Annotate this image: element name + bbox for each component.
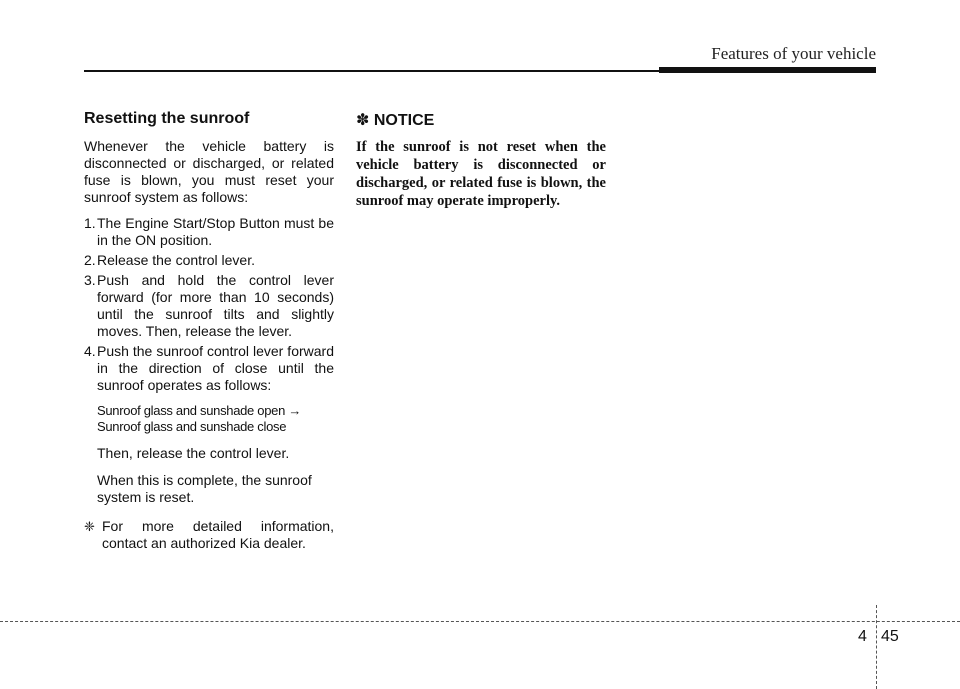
list-text: Push the sunroof control lever forward in the direction of close until the sunroof operates as follows: — [97, 343, 334, 393]
section-header-title: Features of your vehicle — [711, 44, 876, 63]
header-rule-accent — [659, 67, 876, 73]
notice-body: If the sunroof is not reset when the vehicle battery is disconnected or discharged, or related fuse is blown, the sunroof may operate improperly. — [356, 139, 606, 209]
list-number: 4. — [84, 343, 96, 359]
footer-page-separator — [876, 605, 877, 689]
list-item — [84, 252, 334, 269]
header-rule — [84, 70, 659, 72]
list-number: 3. — [84, 272, 96, 288]
dealer-note — [84, 518, 334, 552]
release-instruction: Then, release the control lever. — [97, 445, 290, 461]
left-column — [84, 110, 334, 552]
section-heading: Resetting the sunroof — [84, 110, 250, 127]
list-item — [84, 215, 334, 249]
note-text: For more detailed information, contact an authorized Kia dealer. — [102, 518, 334, 551]
list-item — [84, 272, 334, 340]
completion-text: When this is complete, the sunroof system is reset. — [97, 472, 312, 505]
list-text: Push and hold the control lever forward (for more than 10 seconds) until the sunroof tilts and slightly moves. Then, release the lever. — [97, 272, 334, 339]
right-column — [356, 110, 606, 210]
notice-heading: ✽ NOTICE — [356, 112, 435, 129]
list-text: Release the control lever. — [97, 252, 255, 268]
intro-paragraph: Whenever the vehicle battery is disconnected or discharged, or related fuse is blown, you must reset your sunroof system as follows: — [84, 138, 334, 205]
list-item — [84, 343, 334, 394]
operation-sequence: Sunroof glass and sunshade open → Sunroof glass and sunshade close — [97, 403, 302, 434]
footer-divider — [0, 621, 960, 622]
chapter-number: 4 — [858, 628, 867, 645]
note-asterisk-icon: ❈ — [84, 519, 95, 534]
list-text: The Engine Start/Stop Button must be in the ON position. — [97, 215, 334, 248]
page-number: 45 — [881, 628, 899, 645]
list-number: 1. — [84, 215, 96, 231]
list-number: 2. — [84, 252, 96, 268]
